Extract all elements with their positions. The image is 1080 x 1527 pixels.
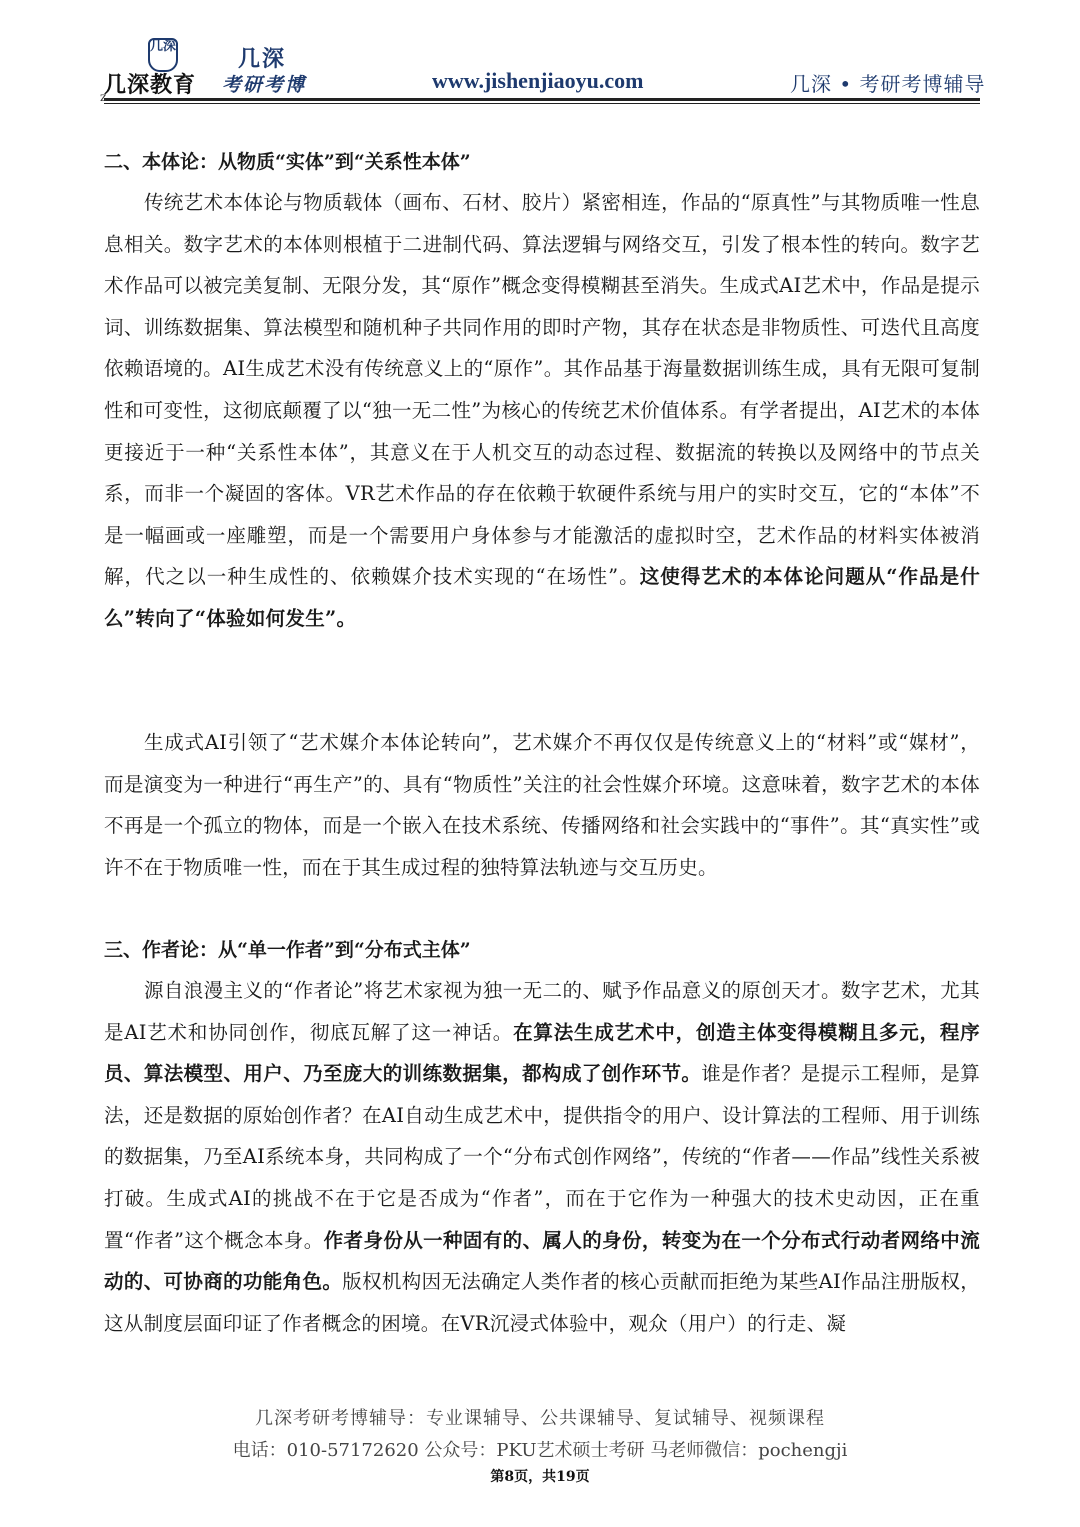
logo-text: 几深教育 (104, 73, 197, 98)
section3-heading: 三、作者论：从“单一作者”到“分布式主体” (104, 939, 471, 961)
page-header (0, 0, 1080, 110)
header-rule-thick (104, 98, 980, 101)
section2-heading: 二、本体论：从物质“实体”到“关系性本体” (104, 151, 471, 173)
paragraph-text: 传统艺术本体论与物质载体（画布、石材、胶片）紧密相连，作品的“原真性”与其物质唯一性息息相关。数字艺术的本体则根植于二进制代码、算法逻辑与网络交互，引发了根本性的转向。数字艺术作品可以被完美复制、无限分发，其“原作”概念变得模糊甚至消失。生成式AI艺术中，作品是提示词、训练数据集、算法模型和随机种子共同作用的即时产物，其存在状态是非物质性、可迭代且高度依赖语境的。AI生成艺术没有传统意义上的“原作”。其作品基于海量数据训练生成，具有无限可复制性和可变性，这彻底颠覆了以“独一无二性”为核心的传统艺术价值体系。有学者提出，AI艺术的本体更接近于一种“关系性本体”，其意义在于人机交互的动态过程、数据流的转换以及网络中的节点关系，而非一个凝固的客体。VR艺术作品的存在依赖于软硬件系统与用户的实时交互，它的“本体”不是一幅画或一座雕塑，而是一个需要用户身体参与才能激活的虚拟时空，艺术作品的材料实体被消解，代之以一种生成性的、依赖媒介技术实现的“在场性”。 (104, 191, 980, 589)
paragraph-text: 生成式AI引领了“艺术媒介本体论转向”，艺术媒介不再仅仅是传统意义上的“材料”或“媒材”，而是演变为一种进行“再生产”的、具有“物质性”关注的社会性媒介环境。这意味着，数字艺术的本体不再是一个孤立的物体，而是一个嵌入在技术系统、传播网络和社会实践中的“事件”。其“真实性”或许不在于物质唯一性，而在于其生成过程的独特算法轨迹与交互历史。 (104, 731, 980, 879)
paragraph-emphasis: 这使得艺术的本体论问题从“作品是什么”转向了“体验如何发生”。 (104, 565, 980, 630)
paragraph-text: 源自浪漫主义的“作者论”将艺术家视为独一无二的、赋予作品意义的原创天才。数字艺术，尤其是AI艺术和协同创作，彻底瓦解了这一神话。 (104, 979, 980, 1044)
paragraph-emphasis: 在算法生成艺术中，创造主体变得模糊且多元，程序员、算法模型、用户、乃至庞大的训练数据集，都构成了创作环节。 (104, 1020, 980, 1086)
paragraph-ontology-2 (104, 722, 980, 930)
brand-name: 几深 (238, 46, 287, 72)
header-tagline: 几深 • 考研考博辅导 (790, 72, 986, 96)
brand-subtitle: 考研考博 (222, 74, 307, 96)
page-number: 第8页，共19页 (490, 1469, 590, 1485)
website-url[interactable]: www.jishenjiaoyu.com (432, 68, 644, 93)
paragraph-authorship (104, 970, 980, 1386)
paragraph-emphasis: 作者身份从一种固有的、属人的身份，转变为在一个分布式行动者网络中流动的、可协商的功能角色。 (104, 1228, 980, 1294)
paragraph-ontology-1 (104, 182, 980, 722)
corner-mark: z (100, 90, 107, 104)
footer-services: 几深考研考博辅导：专业课辅导、公共课辅导、复试辅导、视频课程 (255, 1408, 825, 1429)
paragraph-text: 谁是作者？是提示工程师，是算法，还是数据的原始创作者？在AI自动生成艺术中，提供指令的用户、设计算法的工程师、用于训练的数据集，乃至AI系统本身，共同构成了一个“分布式创作网络”，传统的“作者——作品”线性关系被打破。生成式AI的挑战不在于它是否成为“作者”，而在于它作为一种强大的技术史动因，正在重置“作者”这个概念本身。 (104, 1062, 980, 1252)
paragraph-text: 版权机构因无法确定人类作者的核心贡献而拒绝为某些AI作品注册版权，这从制度层面印证了作者概念的困境。在VR沉浸式体验中，观众（用户）的行走、凝 (104, 1270, 980, 1335)
footer-contact: 电话：010-57172620 公众号：PKU艺术硕士考研 马老师微信：pochengji (232, 1440, 848, 1461)
logo-icon: 几深 (148, 38, 178, 72)
document-body (104, 142, 980, 1386)
header-rule-thin (104, 103, 980, 104)
